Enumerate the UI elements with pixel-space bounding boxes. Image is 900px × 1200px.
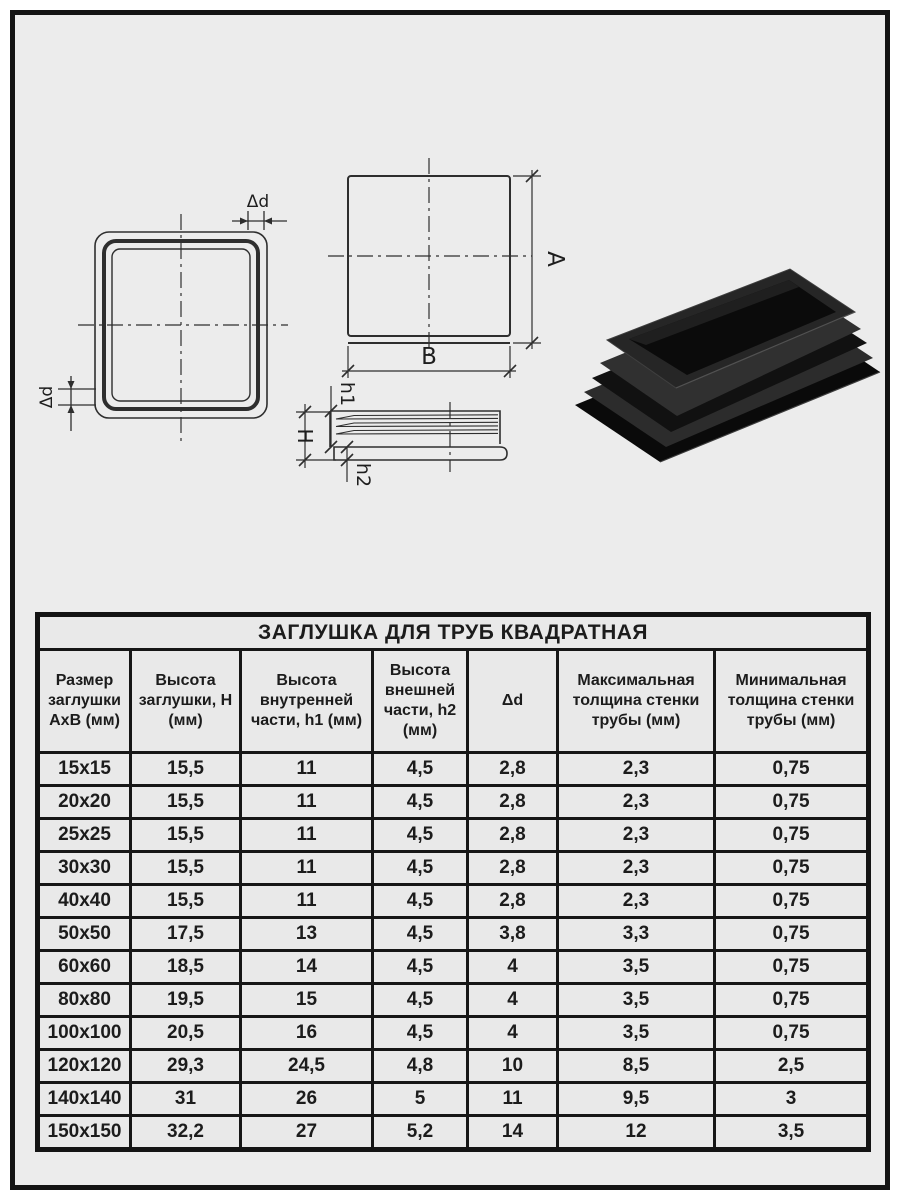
table-cell: 32,2 — [131, 1116, 241, 1150]
top-view — [328, 158, 568, 378]
column-header-0: Размер заглушки АхВ (мм) — [38, 650, 131, 753]
table-cell: 4,5 — [373, 918, 468, 951]
table-cell: 0,75 — [715, 984, 869, 1017]
table-cell: 4,5 — [373, 786, 468, 819]
table-cell: 4,5 — [373, 951, 468, 984]
table-cell: 3,5 — [558, 984, 715, 1017]
arrow-icon — [240, 218, 248, 225]
table-cell: 3 — [715, 1083, 869, 1116]
table-cell: 30x30 — [38, 852, 131, 885]
table-cell: 9,5 — [558, 1083, 715, 1116]
table-cell: 0,75 — [715, 951, 869, 984]
column-header-3: Высота внешней части, h2 (мм) — [373, 650, 468, 753]
table-row — [38, 984, 869, 1017]
table-cell: 12 — [558, 1116, 715, 1150]
table-cell: 3,5 — [715, 1116, 869, 1150]
arrow-icon — [264, 218, 272, 225]
arrow-icon — [68, 381, 75, 389]
table-cell: 20x20 — [38, 786, 131, 819]
table-cell: 2,3 — [558, 753, 715, 786]
side-flange — [334, 447, 507, 460]
dim-h-label: H — [293, 428, 317, 444]
table-cell: 50x50 — [38, 918, 131, 951]
table-body — [38, 753, 869, 1150]
table-cell: 10 — [468, 1050, 558, 1083]
column-header-1: Высота заглушки, Н (мм) — [131, 650, 241, 753]
table-cell: 26 — [241, 1083, 373, 1116]
table-row — [38, 885, 869, 918]
delta-d-left-label: Δd — [37, 385, 57, 409]
table-cell: 29,3 — [131, 1050, 241, 1083]
table-cell: 4 — [468, 984, 558, 1017]
delta-d-left-dim-lines — [58, 376, 96, 431]
table-cell: 11 — [241, 786, 373, 819]
table-row — [38, 1017, 869, 1050]
table-cell: 0,75 — [715, 1017, 869, 1050]
dim-a-label: A — [542, 251, 568, 267]
table-cell: 15,5 — [131, 885, 241, 918]
framed-sheet — [10, 10, 890, 1190]
table-row — [38, 819, 869, 852]
arrow-icon — [68, 405, 75, 413]
table-cell: 100x100 — [38, 1017, 131, 1050]
table-cell: 31 — [131, 1083, 241, 1116]
table-cell: 3,5 — [558, 951, 715, 984]
side-fin — [336, 415, 498, 419]
table-column-row — [38, 650, 869, 753]
table-cell: 11 — [468, 1083, 558, 1116]
column-header-6: Минимальная толщина стенки трубы (мм) — [715, 650, 869, 753]
table-cell: 4 — [468, 1017, 558, 1050]
table-cell: 16 — [241, 1017, 373, 1050]
table-cell: 0,75 — [715, 819, 869, 852]
spec-table — [35, 612, 871, 1152]
table-cell: 0,75 — [715, 753, 869, 786]
table-cell: 0,75 — [715, 885, 869, 918]
table-cell: 3,3 — [558, 918, 715, 951]
table-cell: 15,5 — [131, 786, 241, 819]
table-cell: 11 — [241, 753, 373, 786]
table-cell: 120x120 — [38, 1050, 131, 1083]
table-cell: 18,5 — [131, 951, 241, 984]
table-cell: 4,5 — [373, 819, 468, 852]
table-row — [38, 786, 869, 819]
table-cell: 0,75 — [715, 852, 869, 885]
table-row — [38, 852, 869, 885]
table-cell: 2,3 — [558, 819, 715, 852]
table-row — [38, 918, 869, 951]
table-cell: 4,5 — [373, 1017, 468, 1050]
table-cell: 3,8 — [468, 918, 558, 951]
table-cell: 4,8 — [373, 1050, 468, 1083]
table-cell: 24,5 — [241, 1050, 373, 1083]
table-row — [38, 753, 869, 786]
table-row — [38, 1050, 869, 1083]
table-cell: 14 — [241, 951, 373, 984]
table-cell: 15,5 — [131, 852, 241, 885]
table-row — [38, 951, 869, 984]
table-cell: 140x140 — [38, 1083, 131, 1116]
table-cell: 2,3 — [558, 852, 715, 885]
table-cell: 60x60 — [38, 951, 131, 984]
table-cell: 2,8 — [468, 819, 558, 852]
table-row — [38, 1116, 869, 1150]
table-cell: 2,5 — [715, 1050, 869, 1083]
table-cell: 80x80 — [38, 984, 131, 1017]
table-cell: 150x150 — [38, 1116, 131, 1150]
table-cell: 8,5 — [558, 1050, 715, 1083]
table-cell: 5 — [373, 1083, 468, 1116]
table-cell: 14 — [468, 1116, 558, 1150]
table-cell: 4,5 — [373, 753, 468, 786]
table-cell: 40x40 — [38, 885, 131, 918]
side-view — [293, 382, 507, 487]
table-cell: 17,5 — [131, 918, 241, 951]
table-cell: 2,8 — [468, 753, 558, 786]
table-cell: 19,5 — [131, 984, 241, 1017]
table-cell: 4,5 — [373, 885, 468, 918]
table-cell: 25x25 — [38, 819, 131, 852]
table-cell: 2,8 — [468, 852, 558, 885]
table-cell: 5,2 — [373, 1116, 468, 1150]
product-photo — [575, 269, 880, 462]
table-cell: 0,75 — [715, 918, 869, 951]
table-cell: 0,75 — [715, 786, 869, 819]
column-header-2: Высота внутренней части, h1 (мм) — [241, 650, 373, 753]
table-cell: 15,5 — [131, 753, 241, 786]
table-cell: 4,5 — [373, 852, 468, 885]
table-cell: 13 — [241, 918, 373, 951]
delta-d-top-label: Δd — [246, 192, 270, 212]
column-header-4: Δd — [468, 650, 558, 753]
dim-a-lines — [513, 170, 541, 349]
dim-h2-label: h2 — [352, 462, 374, 488]
side-fin — [336, 422, 498, 426]
table-cell: 11 — [241, 852, 373, 885]
table-cell: 20,5 — [131, 1017, 241, 1050]
table-cell: 11 — [241, 819, 373, 852]
technical-drawing — [15, 15, 885, 597]
table-cell: 4,5 — [373, 984, 468, 1017]
table-cell: 15x15 — [38, 753, 131, 786]
table-cell: 2,3 — [558, 786, 715, 819]
table-cell: 15,5 — [131, 819, 241, 852]
table-cell: 2,8 — [468, 786, 558, 819]
front-view — [37, 192, 288, 446]
table-row — [38, 1083, 869, 1116]
table-cell: 3,5 — [558, 1017, 715, 1050]
column-header-5: Максимальная толщина стенки трубы (мм) — [558, 650, 715, 753]
table-cell: 15 — [241, 984, 373, 1017]
table-cell: 27 — [241, 1116, 373, 1150]
table-cell: 11 — [241, 885, 373, 918]
table-cell: 2,8 — [468, 885, 558, 918]
side-fin — [336, 430, 498, 434]
side-body — [330, 411, 500, 447]
spec-table-wrap — [35, 612, 866, 1152]
table-cell: 2,3 — [558, 885, 715, 918]
table-title: ЗАГЛУШКА ДЛЯ ТРУБ КВАДРАТНАЯ — [38, 615, 869, 650]
table-cell: 4 — [468, 951, 558, 984]
dim-h1-label: h1 — [336, 381, 358, 407]
dim-b-label: B — [421, 344, 437, 370]
